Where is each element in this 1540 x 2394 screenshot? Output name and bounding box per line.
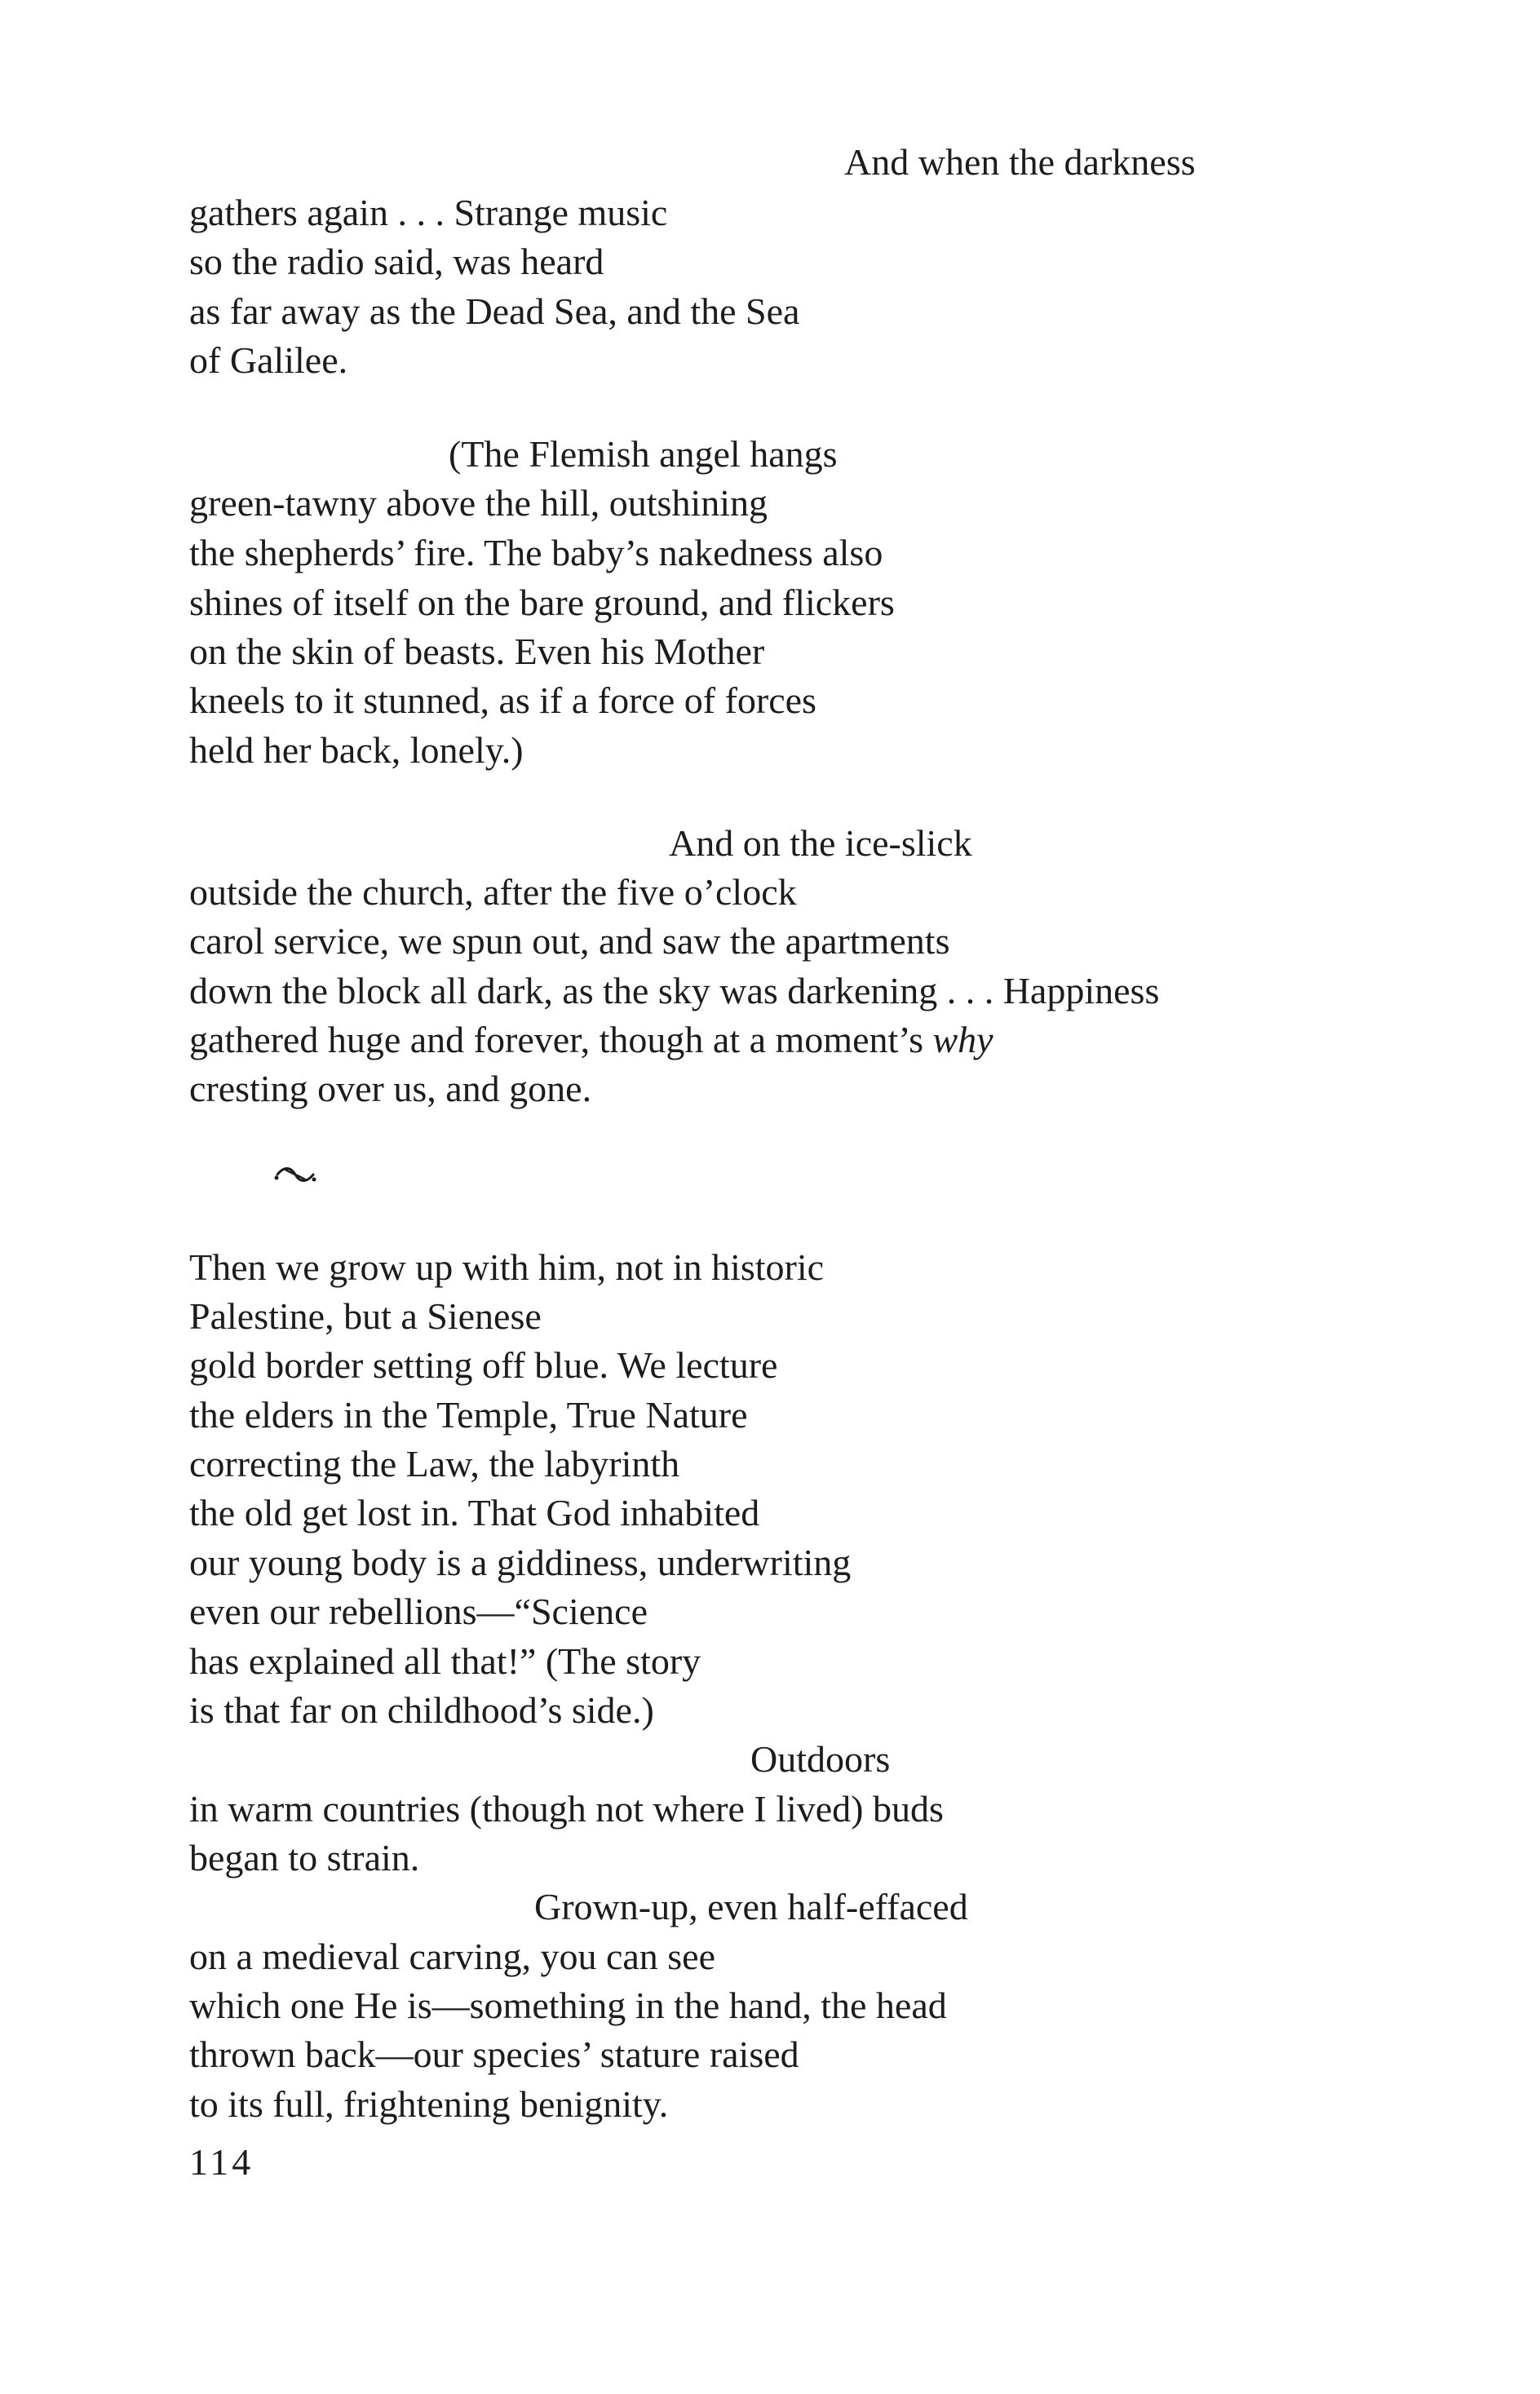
poem-line: has explained all that!” (The story <box>189 1640 701 1682</box>
poem-line: gathers again . . . Strange music <box>189 192 668 233</box>
poem-line: which one He is—something in the hand, the head <box>189 1985 947 2026</box>
poem-line: so the radio said, was heard <box>189 241 604 282</box>
poem-line: the old get lost in. That God inhabited <box>189 1492 760 1533</box>
poem-line: cresting over us, and gone. <box>189 1068 592 1109</box>
poem-line <box>189 1021 993 1059</box>
poem-line: correcting the Law, the labyrinth <box>189 1443 680 1485</box>
section-break-ornament-icon <box>272 1163 318 1188</box>
poem-line: held her back, lonely.) <box>189 729 524 771</box>
poem-line: the shepherds’ fire. The baby’s nakedness also <box>189 532 883 573</box>
poem-line: on a medieval carving, you can see <box>189 1936 716 1977</box>
poem-line: as far away as the Dead Sea, and the Sea <box>189 290 800 332</box>
poem-line: in warm countries (though not where I lived) buds <box>189 1788 944 1830</box>
poem-line: to its full, frightening benignity. <box>189 2083 669 2125</box>
poem-line: even our rebellions—“Science <box>189 1591 648 1632</box>
poem-line: Outdoors <box>750 1738 891 1780</box>
poem-line: green-tawny above the hill, outshining <box>189 482 768 524</box>
poem-line: Then we grow up with him, not in historic <box>189 1246 825 1288</box>
poem-line: gold border setting off blue. We lecture <box>189 1344 778 1386</box>
poem-line: carol service, we spun out, and saw the apartments <box>189 920 950 962</box>
poem-line: on the skin of beasts. Even his Mother <box>189 631 765 672</box>
poem-line: our young body is a giddiness, underwriting <box>189 1542 852 1583</box>
poem-line: And on the ice-slick <box>669 822 972 864</box>
poem-line-text: gathered huge and forever, though at a moment’s <box>189 1019 933 1060</box>
poem-line: outside the church, after the five o’clock <box>189 871 797 913</box>
poem-line: Grown-up, even half-effaced <box>534 1886 968 1927</box>
poem-line: kneels to it stunned, as if a force of forces <box>189 679 816 721</box>
poem-line: of Galilee. <box>189 339 348 381</box>
page-number: 114 <box>189 2141 254 2183</box>
poem-line: shines of itself on the bare ground, and flickers <box>189 582 895 623</box>
poem-line: down the block all dark, as the sky was darkening . . . Happiness <box>189 970 1160 1011</box>
poem-line: the elders in the Temple, True Nature <box>189 1394 748 1436</box>
poem-line: (The Flemish angel hangs <box>449 433 838 475</box>
emphasized-word: why <box>932 1019 993 1060</box>
poem-line: And when the darkness <box>844 141 1196 183</box>
poem-line: thrown back—our species’ stature raised <box>189 2033 799 2075</box>
poem-line: began to strain. <box>189 1837 420 1878</box>
poem-line: Palestine, but a Sienese <box>189 1295 542 1337</box>
poem-line: is that far on childhood’s side.) <box>189 1689 654 1731</box>
